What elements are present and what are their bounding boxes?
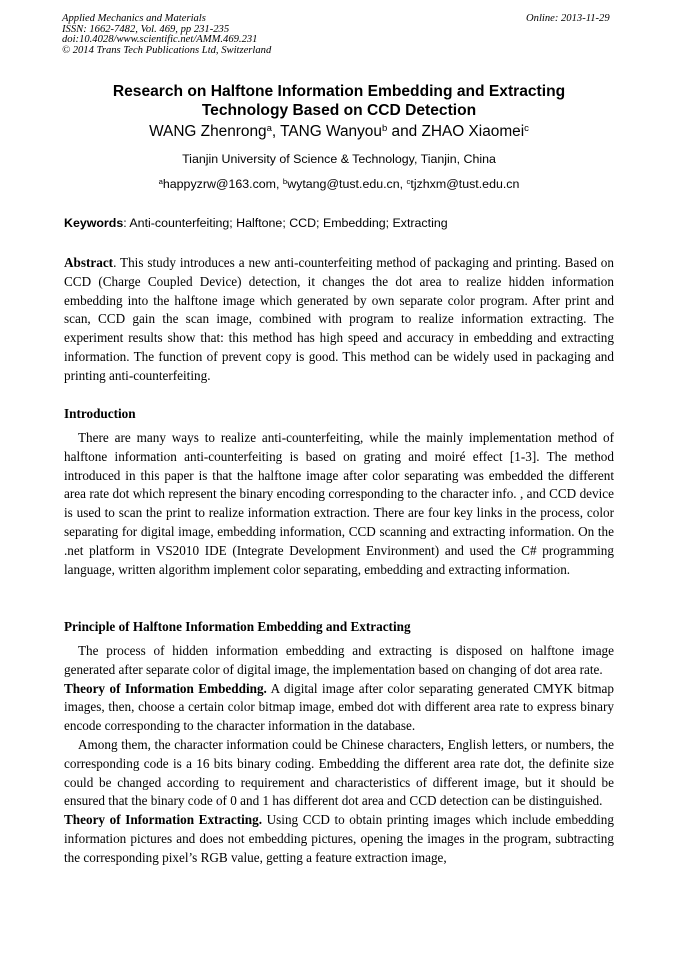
extracting-label: Theory of Information Extracting. [64,812,263,828]
introduction-paragraph: There are many ways to realize anti-counterfeiting, while the mainly implementation method of halftone information anti-counterfeiting is based on grating and moiré effect [1-3]. The method introduced in this paper is that the halftone image after color separating was embedded the different area rate dot which represent the binary encoding corresponding to the character info. , and CCD device is used to scan the print to realize information extraction. There are four key links in the process, color separating for digital image, embedding information, CCD scanning and extracting information. On the .net platform in VS2010 IDE (Integrate Development Environment) and used the C# programming language, written algorithm implement color separating, embedding and extracting information. [64,430,614,577]
author-name: WANG Zhenrong [149,123,267,140]
principle-heading: Principle of Halftone Information Embedding and Extracting [64,619,411,634]
email-list [60,177,618,191]
author-name: TANG Wanyou [280,123,382,140]
author-mark: c [524,122,529,134]
embedding-paragraph [64,680,614,736]
email-mark: b [282,176,288,186]
embedding-label: Theory of Information Embedding. [64,680,267,696]
keywords-label: Keywords [64,216,124,230]
author-mark: b [381,122,388,134]
author-separator: and [387,123,422,140]
author-list [60,123,618,141]
affiliation: Tianjin University of Science & Technology, Tianjin, China [182,152,496,166]
extracting-paragraph [64,811,614,867]
doi-line: doi:10.4028/www.scientific.net/AMM.469.231 [62,34,258,46]
principle-body [64,642,614,868]
email-address: happyzrw@163.com [162,177,277,191]
author-separator: , [271,123,281,140]
title-line-2: Technology Based on CCD Detection [201,101,477,119]
title-line-1: Research on Halftone Information Embedding and Extracting [112,83,566,100]
introduction-heading: Introduction [64,406,136,421]
author-mark: a [266,122,272,134]
online-date: Online: 2013-11-29 [526,13,610,24]
principle-paragraph-1: The process of hidden information embedding and extracting is disposed on halftone image generated after separate color of digital image, the implementation based on changing of dot area rate. [64,643,614,677]
email-address: tjzhxm@tust.edu.cn [410,177,520,191]
keywords [64,216,624,230]
abstract-text: . This study introduces a new anti-counterfeiting method of packaging and printing. Based on CCD (Charge Coupled Device) detection, it changes the dot area to realize hidden information embedding into the halftone image which generated by own separate color program. After print and scan, CCD gain the scan image, combined with program to realize information extracting. The experiment results show that: this method has high speed and accuracy in embedding and extracting information. The function of prevent copy is good. This method can be widely used in packaging and printing anti-counterfeiting. [64,255,614,383]
paper-title [60,83,618,120]
extracting-text: Using CCD to obtain printing images which include embedding information pictures and does not embedding pictures, opening the images in the program, subtracting the corresponding pixel’s RGB value, getting a feature extraction image, [64,812,614,865]
principle-paragraph-2: Among them, the character information could be Chinese characters, English letters, or numbers, the corresponding code is a 16 bits binary coding. Embedding the different area rate dot, the definite size could be changed according to requirement and characteristics of different image, but it should be ensured that the binary code of 0 and 1 has different dot area and CCD detection can be distinguished. [64,736,614,809]
email-address: wytang@tust.edu.cn [287,177,400,191]
embedding-text: A digital image after color separating generated CMYK bitmap images, then, choose a certain color bitmap image, embed dot with different area rate to express binary encode corresponding to the character information in the database. [64,680,615,734]
email-mark: a [158,176,163,186]
journal-name: Applied Mechanics and Materials [62,13,206,24]
email-separator: , [399,177,407,191]
abstract-label: Abstract [64,255,114,270]
journal-header [62,14,271,56]
keywords-text: : Anti-counterfeiting; Halftone; CCD; Embedding; Extracting [123,216,448,230]
copyright-line: © 2014 Trans Tech Publications Ltd, Switzerland [62,44,272,56]
issn-line: ISSN: 1662-7482, Vol. 469, pp 231-235 [62,23,230,35]
email-mark: c [406,176,411,186]
email-separator: , [276,177,283,191]
author-name: ZHAO Xiaomei [421,123,525,140]
introduction-body [64,429,614,579]
abstract [64,254,614,386]
